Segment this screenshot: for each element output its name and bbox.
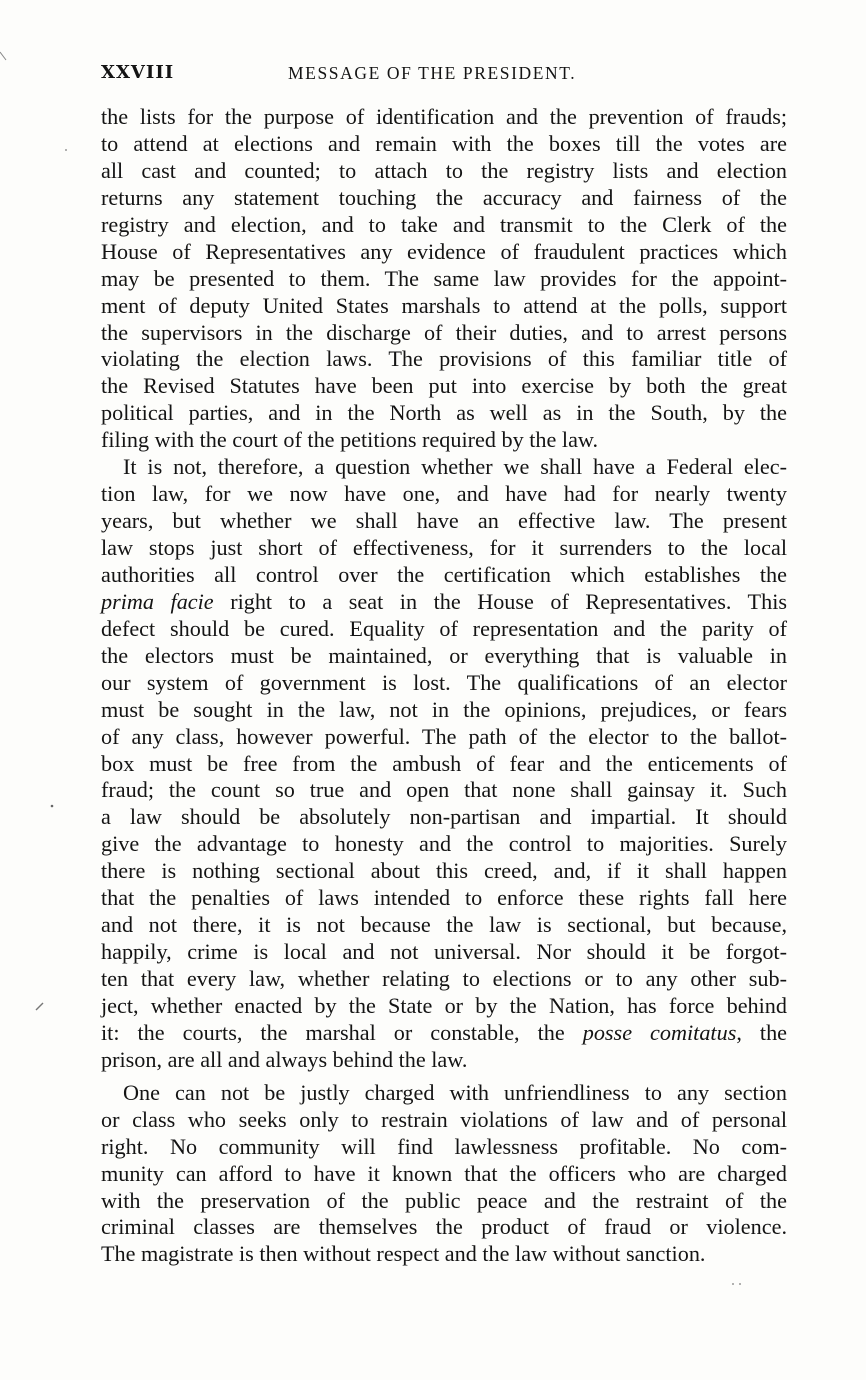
page-header (101, 62, 791, 92)
text-line: filing with the court of the petitions required by the law. (101, 427, 599, 453)
text-segment: right to a seat in the House of Representatives. This (230, 588, 787, 614)
text-line: law stops just short of effectiveness, for it surrenders to the local (101, 535, 787, 560)
text-segment: it: the courts, the marshal or constable, the (101, 1019, 565, 1045)
text-line: years, but whether we shall have an effective law. The present (101, 508, 787, 534)
text-line: ment of deputy United States marshals to attend at the polls, support (101, 292, 787, 318)
text-line: happily, crime is local and not universal. Nor should it be forgot- (101, 939, 787, 965)
text-line: violating the election laws. The provisions of this familiar title of (101, 346, 787, 372)
text-line: prison, are all and always behind the law. (101, 1046, 468, 1072)
text-line: House of Representatives any evidence of fraudulent practices which (101, 238, 787, 264)
speck-dot (65, 149, 67, 151)
text-line: the Revised Statutes have been put into exercise by both the great (101, 373, 787, 399)
text-line: ten that every law, whether relating to elections or to any other sub- (101, 966, 787, 991)
body-text (101, 104, 787, 1268)
text-line: munity can afford to have it known that the officers who are charged (101, 1160, 787, 1186)
text-line-mixed (101, 1020, 787, 1047)
text-line: or class who seeks only to restrain violations of law and of personal (101, 1106, 787, 1132)
text-line: all cast and counted; to attach to the registry lists and election (101, 157, 787, 183)
running-title: MESSAGE OF THE PRESIDENT. (288, 63, 577, 83)
text-line: One can not be justly charged with unfriendliness to any section (123, 1079, 787, 1105)
italic-phrase: posse comitatus (582, 1019, 737, 1045)
text-line: of any class, however powerful. The path of the elector to the ballot- (101, 723, 787, 749)
page-number: XXVIII (101, 62, 175, 83)
text-line: the electors must be maintained, or everything that is valuable in (101, 642, 787, 668)
speck-dot (739, 1283, 741, 1285)
speck-mark (36, 1003, 43, 1010)
text-line: It is not, therefore, a question whether we shall have a Federal elec- (123, 454, 787, 480)
text-segment: , the (736, 1019, 788, 1045)
text-line-mixed (101, 589, 787, 616)
text-line: tion law, for we now have one, and have had for nearly twenty (101, 481, 787, 507)
text-line: there is nothing sectional about this creed, and, if it shall happen (101, 858, 787, 884)
speck-dot (732, 1283, 734, 1285)
text-line: ject, whether enacted by the State or by the Nation, has force behind (101, 992, 787, 1018)
text-line: and not there, it is not because the law is sectional, but because, (101, 912, 787, 938)
text-line: with the preservation of the public peace and the restraint of the (101, 1187, 787, 1213)
text-line: authorities all control over the certification which establishes the (101, 561, 787, 587)
text-line: returns any statement touching the accuracy and fairness of the (101, 184, 787, 210)
text-line: the lists for the purpose of identification and the prevention of frauds; (101, 104, 787, 129)
speck-mark (0, 52, 6, 60)
text-line: The magistrate is then without respect and the law without sanction. (101, 1241, 706, 1267)
text-line: right. No community will find lawlessness profitable. No com- (101, 1133, 787, 1159)
text-line: box must be free from the ambush of fear and the enticements of (101, 750, 787, 776)
speck-dot (51, 805, 54, 808)
text-line: may be presented to them. The same law provides for the appoint- (101, 265, 787, 291)
italic-phrase: prima facie (101, 588, 214, 614)
text-line: our system of government is lost. The qualifications of an elector (101, 669, 787, 695)
text-line: to attend at elections and remain with the boxes till the votes are (101, 130, 787, 156)
text-line: the supervisors in the discharge of their duties, and to arrest persons (101, 319, 787, 345)
text-line: give the advantage to honesty and the control to majorities. Surely (101, 831, 787, 857)
text-line: criminal classes are themselves the product of fraud or violence. (101, 1214, 787, 1240)
text-line: must be sought in the law, not in the opinions, prejudices, or fears (101, 696, 787, 722)
text-line: a law should be absolutely non-partisan and impartial. It should (101, 804, 787, 830)
text-line: registry and election, and to take and transmit to the Clerk of the (101, 211, 787, 237)
text-line: that the penalties of laws intended to enforce these rights fall here (101, 885, 787, 911)
text-line: defect should be cured. Equality of representation and the parity of (101, 615, 787, 641)
text-line: political parties, and in the North as well as in the South, by the (101, 400, 787, 426)
text-line: fraud; the count so true and open that none shall gainsay it. Such (101, 777, 787, 803)
